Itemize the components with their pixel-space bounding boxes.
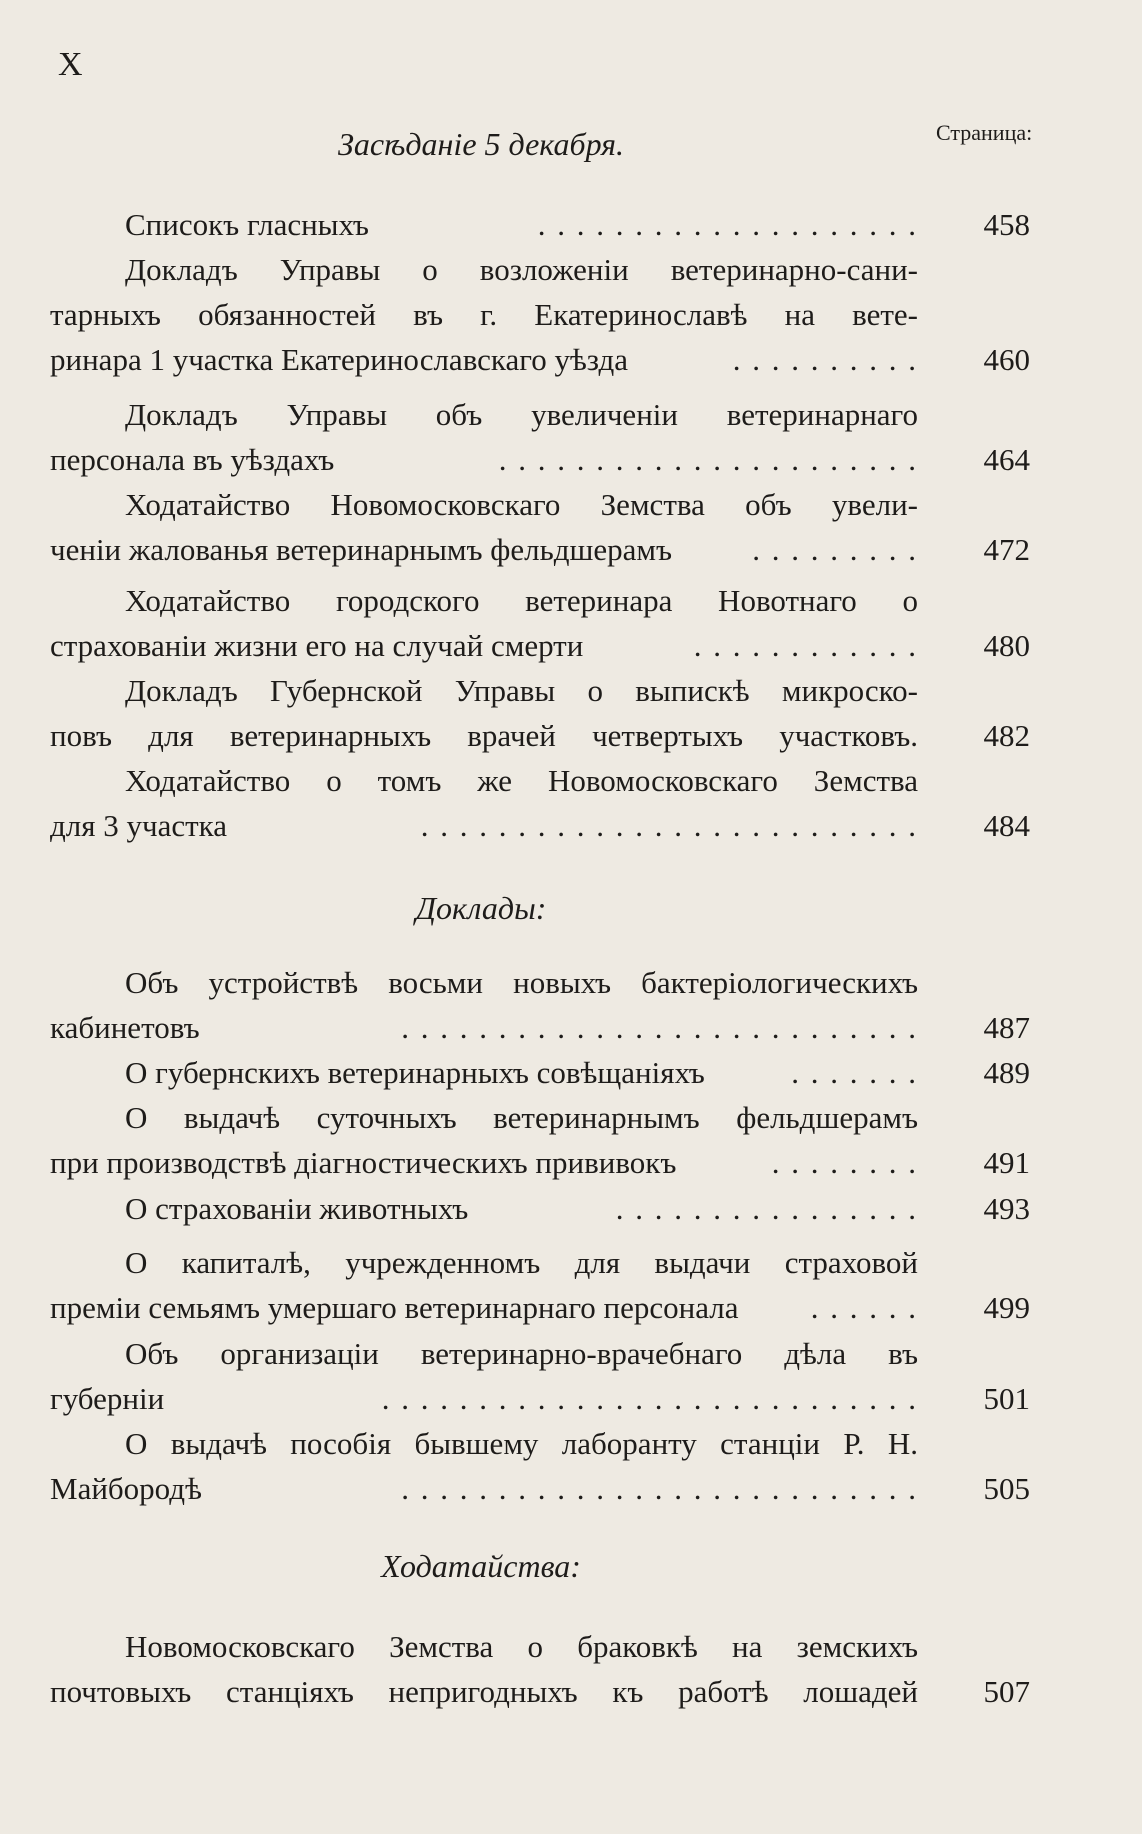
toc-entry	[50, 668, 1030, 758]
dot-leader: . . . . . . . . . . . . . . . . . . . . . .	[498, 442, 918, 477]
toc-entry	[50, 578, 1030, 668]
entry-text: Майбородѣ	[50, 1471, 202, 1506]
page-folio: X	[58, 46, 84, 83]
toc-entry	[50, 1095, 1030, 1185]
toc-entry	[50, 960, 1030, 1050]
toc-entry	[50, 1421, 1030, 1511]
page-number: 491	[983, 1145, 1030, 1180]
page-number: 487	[983, 1010, 1030, 1045]
entry-text: ченіи жалованья ветеринарнымъ фельдшерамъ	[50, 532, 673, 567]
section-title: Засѣданіе 5 декабря.	[337, 126, 625, 162]
entry-text: О капиталѣ, учрежденномъ для выдачи страховой	[125, 1245, 918, 1280]
dot-leader: . . . . . . . . . . . .	[693, 628, 918, 663]
entry-text: губерніи	[50, 1381, 165, 1416]
dot-leader: . . . . . . . . . . . . . . . . . . . .	[537, 207, 918, 242]
section-title: Ходатайства:	[381, 1548, 581, 1584]
entry-text: Докладъ Управы объ увеличеніи ветеринарнаго	[125, 397, 918, 432]
toc-entry	[50, 202, 1030, 247]
page-number: 505	[983, 1471, 1030, 1506]
entry-text: почтовыхъ станціяхъ непригодныхъ къ работѣ лошадей	[50, 1674, 918, 1709]
entry-text: Списокъ гласныхъ	[125, 207, 369, 242]
toc-entry	[50, 1624, 1030, 1714]
entry-text: Ходатайство Новомосковскаго Земства объ увели-	[125, 487, 918, 522]
entry-text: кабинетовъ	[50, 1010, 200, 1045]
page-number: 460	[983, 342, 1030, 377]
page-number: 480	[983, 628, 1030, 663]
page-number: 489	[983, 1055, 1030, 1090]
entry-text: Новомосковскаго Земства о браковкѣ на земскихъ	[125, 1629, 918, 1664]
entry-text: страхованіи жизни его на случай смерти	[50, 628, 584, 663]
entry-text: О выдачѣ пособія бывшему лаборанту станціи Р. Н.	[125, 1426, 918, 1461]
section-title: Доклады:	[415, 890, 547, 926]
entry-text: ринара 1 участка Екатеринославскаго уѣзда	[50, 342, 628, 377]
entry-text: Объ устройствѣ восьми новыхъ бактеріологическихъ	[125, 965, 918, 1000]
dot-leader: . . . . . . . . . . . . . . . .	[615, 1191, 918, 1226]
dot-leader: . . . . . . . . . . . . . . . . . . . . . . . . . . .	[401, 1471, 918, 1506]
toc-entry	[50, 392, 1030, 482]
entry-text: персонала въ уѣздахъ	[50, 442, 335, 477]
entry-text: Ходатайство городского ветеринара Новотнаго о	[125, 583, 918, 618]
page-number: 484	[983, 808, 1030, 843]
entry-text: Ходатайство о томъ же Новомосковскаго Земства	[125, 763, 918, 798]
entry-text: при производствѣ діагностическихъ прививокъ	[50, 1145, 677, 1180]
page-number: 501	[983, 1381, 1030, 1416]
dot-leader: . . . . . . . . . .	[732, 342, 918, 377]
page-number: 458	[983, 207, 1030, 242]
entry-text: Объ организаціи ветеринарно-врачебнаго дѣла въ	[125, 1336, 918, 1371]
page-number: 499	[983, 1290, 1030, 1325]
dot-leader: . . . . . . . .	[771, 1145, 918, 1180]
dot-leader: . . . . . . . . .	[752, 532, 918, 567]
toc-entry	[50, 1331, 1030, 1421]
page-number: 482	[983, 718, 1030, 753]
entry-text: для 3 участка	[50, 808, 228, 843]
page-number: 472	[983, 532, 1030, 567]
toc-entry	[50, 247, 1030, 382]
dot-leader: . . . . . .	[810, 1290, 918, 1325]
entry-text: Докладъ Управы о возложеніи ветеринарно-сани-	[125, 252, 918, 287]
dot-leader: . . . . . . . . . . . . . . . . . . . . . . . . . . .	[401, 1010, 918, 1045]
page-number: 507	[983, 1674, 1030, 1709]
entry-text: О губернскихъ ветеринарныхъ совѣщаніяхъ	[125, 1055, 705, 1090]
toc-entry	[50, 1240, 1030, 1330]
entry-text: тарныхъ обязанностей въ г. Екатеринославѣ на вете-	[50, 297, 918, 332]
dot-leader: . . . . . . . . . . . . . . . . . . . . . . . . . .	[420, 808, 918, 843]
toc-entry	[50, 482, 1030, 572]
entry-text: О страхованіи животныхъ	[125, 1191, 469, 1226]
entry-text: Докладъ Губернской Управы о выпискѣ микроско-	[125, 673, 918, 708]
page-number: 493	[983, 1191, 1030, 1226]
page-number: 464	[983, 442, 1030, 477]
toc-entry	[50, 1186, 1030, 1231]
dot-leader: . . . . . . .	[791, 1055, 918, 1090]
toc-entry	[50, 758, 1030, 848]
entry-text: преміи семьямъ умершаго ветеринарнаго персонала	[50, 1290, 739, 1325]
page-column-header: Страница:	[936, 120, 1033, 145]
dot-leader: . . . . . . . . . . . . . . . . . . . . . . . . . . . .	[381, 1381, 918, 1416]
entry-text: повъ для ветеринарныхъ врачей четвертыхъ участковъ.	[50, 718, 918, 753]
entry-text: О выдачѣ суточныхъ ветеринарнымъ фельдшерамъ	[125, 1100, 918, 1135]
toc-entry	[50, 1050, 1030, 1095]
